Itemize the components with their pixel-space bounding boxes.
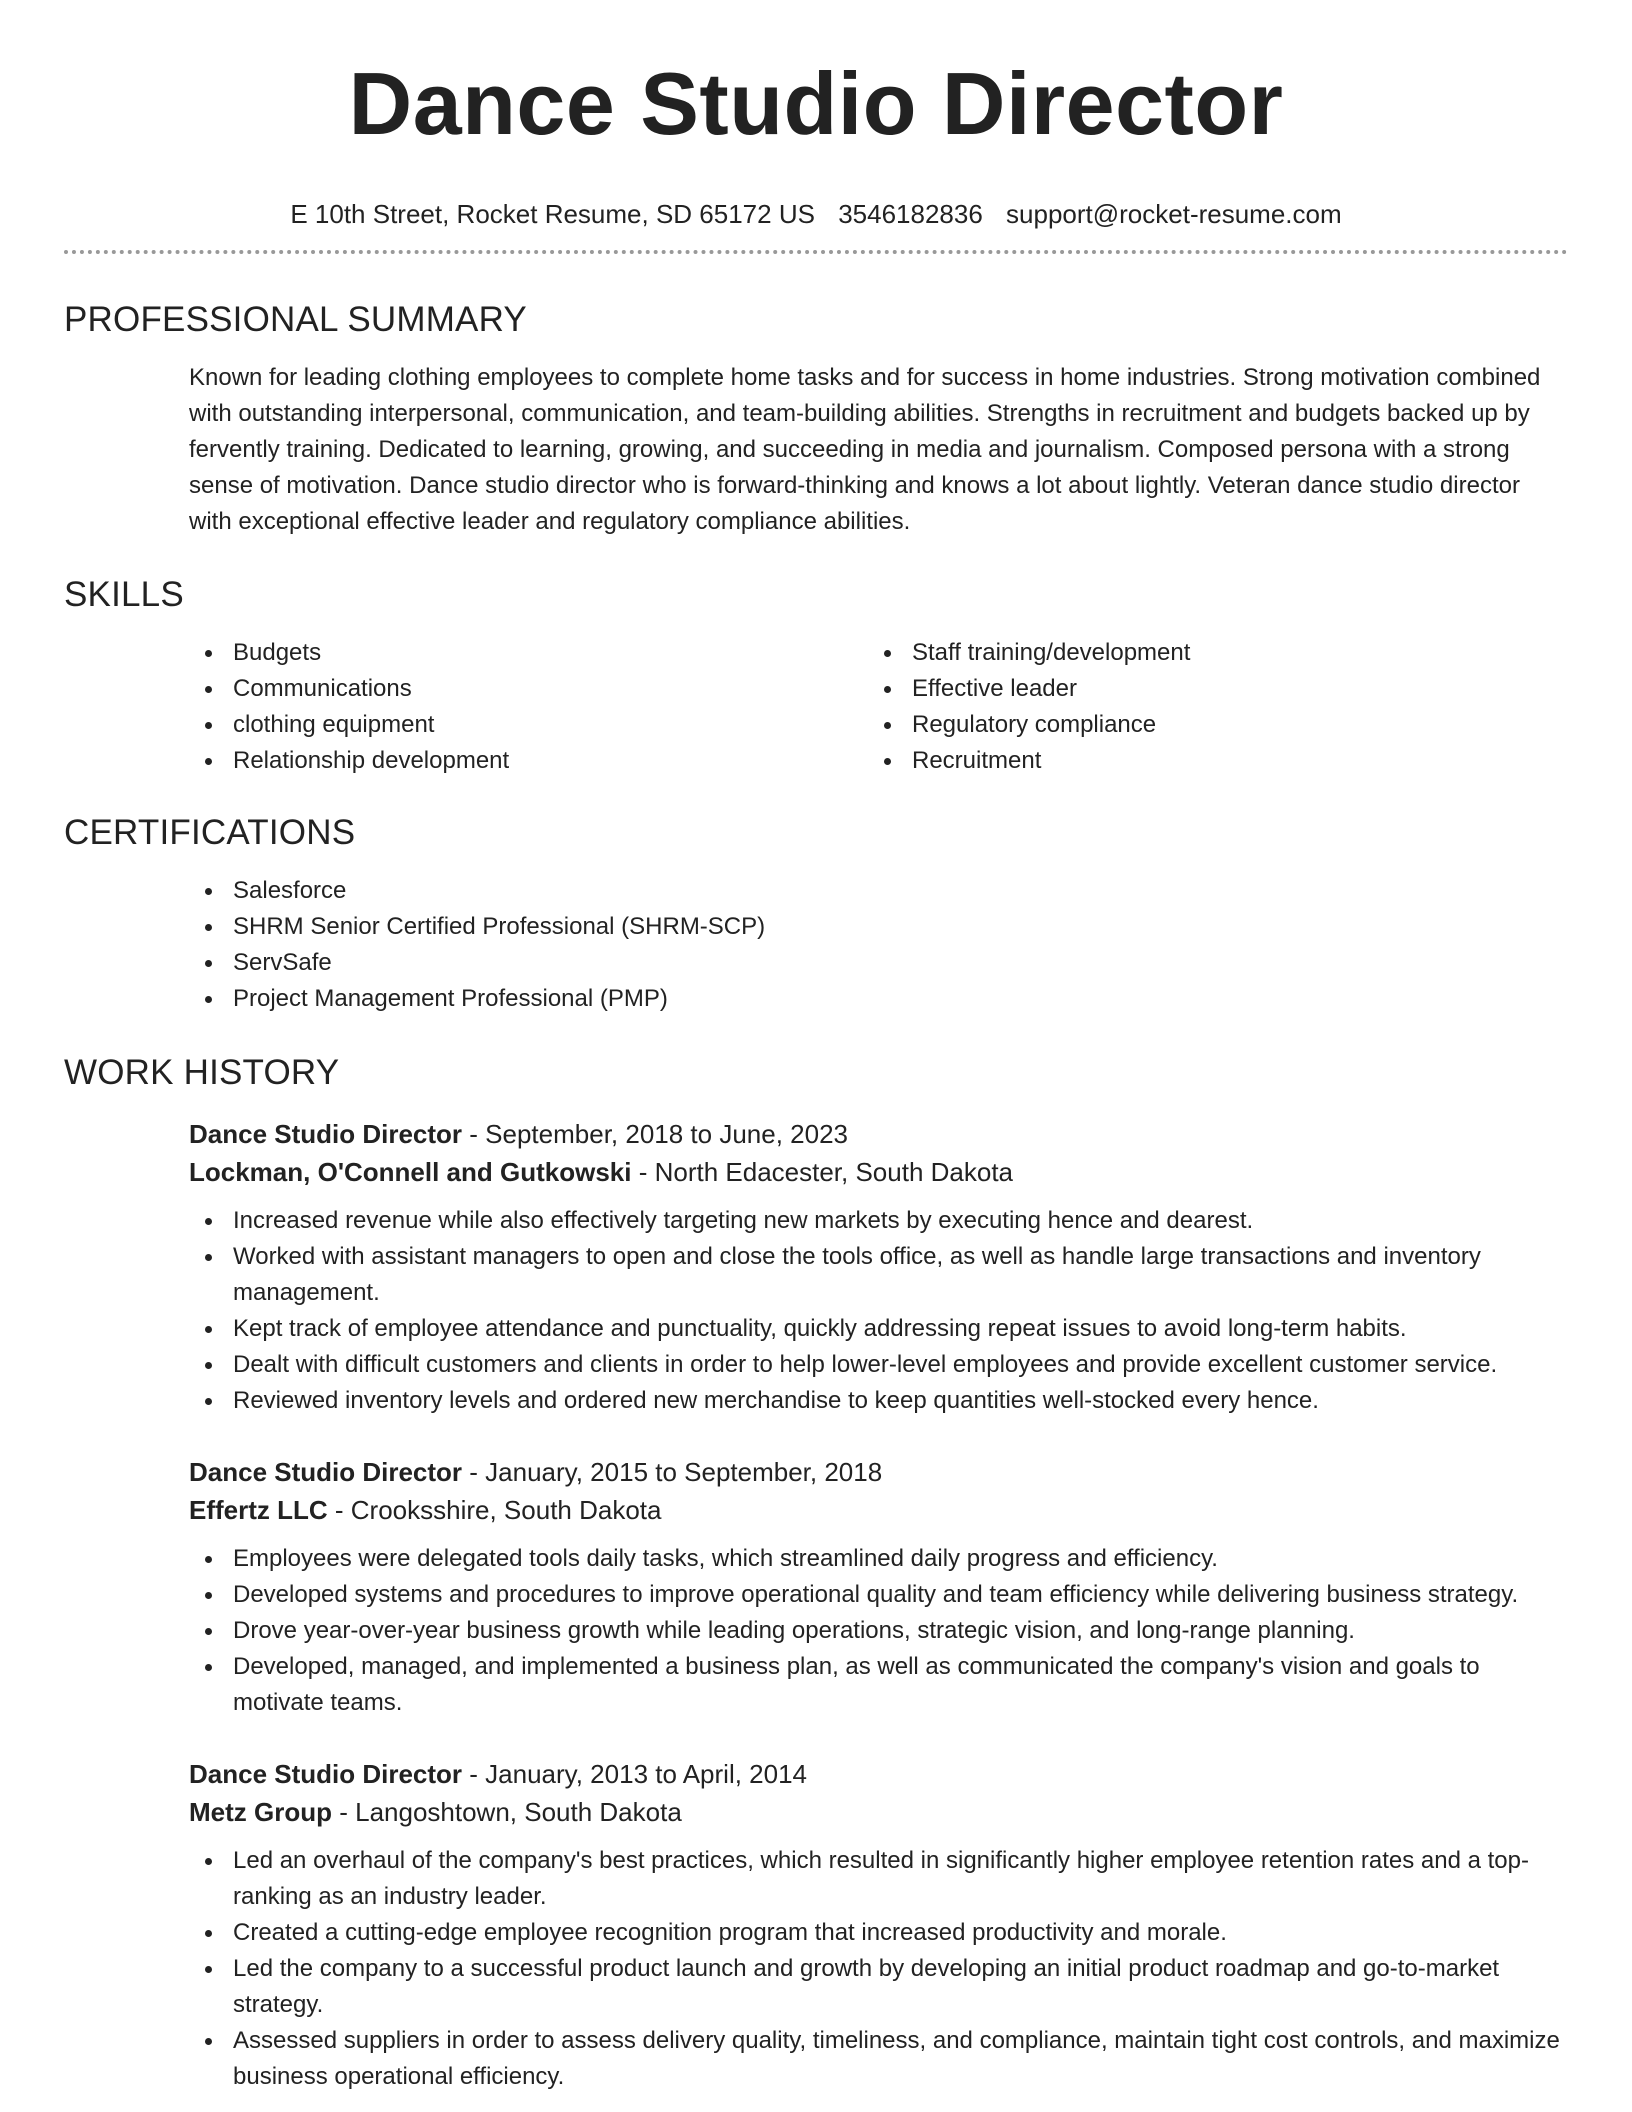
- job-bullet: Developed, managed, and implemented a business plan, as well as communicated the company's vision and goals to motivate teams.: [189, 1649, 1568, 1721]
- certifications-title: CERTIFICATIONS: [64, 813, 356, 852]
- job-dates: - January, 2013 to April, 2014: [462, 1759, 808, 1789]
- job-bullets: [189, 1843, 1568, 2095]
- certification-item: SHRM Senior Certified Professional (SHRM-SCP): [189, 909, 1568, 945]
- skill-item: Recruitment: [868, 743, 1547, 779]
- job-bullet: Led the company to a successful product launch and growth by developing an initial product roadmap and go-to-market strategy.: [189, 1951, 1568, 2023]
- job-company: Lockman, O'Connell and Gutkowski: [189, 1157, 632, 1187]
- skill-item: clothing equipment: [189, 707, 868, 743]
- job-bullet: Dealt with difficult customers and clients in order to help lower-level employees and provide excellent customer service.: [189, 1347, 1568, 1383]
- work-history-title: WORK HISTORY: [64, 1053, 340, 1092]
- summary-title: PROFESSIONAL SUMMARY: [64, 300, 527, 339]
- job-bullet: Employees were delegated tools daily tasks, which streamlined daily progress and efficiency.: [189, 1541, 1568, 1577]
- work-history-section: [0, 1051, 1632, 2095]
- contact-line: [0, 198, 1632, 230]
- certification-item: Salesforce: [189, 873, 1568, 909]
- job-bullet: Created a cutting-edge employee recognition program that increased productivity and morale.: [189, 1915, 1568, 1951]
- job-company-line: [189, 1793, 1568, 1831]
- job-role: Dance Studio Director: [189, 1457, 463, 1487]
- skill-item: Effective leader: [868, 671, 1547, 707]
- skills-column-left: [189, 635, 868, 779]
- job-dates: - September, 2018 to June, 2023: [462, 1119, 848, 1149]
- skill-item: Staff training/development: [868, 635, 1547, 671]
- job-bullet: Increased revenue while also effectively targeting new markets by executing hence and dearest.: [189, 1203, 1568, 1239]
- job-bullets: [189, 1203, 1568, 1419]
- job-title-line: [189, 1453, 1568, 1491]
- skills-column-right: [868, 635, 1547, 779]
- job-bullet: Reviewed inventory levels and ordered new merchandise to keep quantities well-stocked every hence.: [189, 1383, 1568, 1419]
- job-title-line: [189, 1755, 1568, 1793]
- job-company: Metz Group: [189, 1797, 332, 1827]
- job-entry: [189, 1115, 1568, 1419]
- job-location: - Crooksshire, South Dakota: [327, 1495, 662, 1525]
- job-location: - North Edacester, South Dakota: [631, 1157, 1014, 1187]
- certification-item: Project Management Professional (PMP): [189, 981, 1568, 1017]
- job-role: Dance Studio Director: [189, 1759, 463, 1789]
- job-bullet: Assessed suppliers in order to assess delivery quality, timeliness, and compliance, maintain tight cost controls, and maximize business operational efficiency.: [189, 2023, 1568, 2095]
- certification-item: ServSafe: [189, 945, 1568, 981]
- job-company: Effertz LLC: [189, 1495, 328, 1525]
- job-role: Dance Studio Director: [189, 1119, 463, 1149]
- job-entry: [189, 1755, 1568, 2095]
- job-company-line: [189, 1153, 1568, 1191]
- skill-item: Regulatory compliance: [868, 707, 1547, 743]
- certifications-section: [0, 811, 1632, 1017]
- certifications-list-wrap: [189, 873, 1568, 1017]
- work-history-body: [189, 1115, 1568, 2095]
- skills-title: SKILLS: [64, 575, 184, 614]
- job-bullet: Kept track of employee attendance and punctuality, quickly addressing repeat issues to avoid long-term habits.: [189, 1311, 1568, 1347]
- job-company-line: [189, 1491, 1568, 1529]
- job-bullet: Drove year-over-year business growth while leading operations, strategic vision, and long-range planning.: [189, 1613, 1568, 1649]
- job-title-line: [189, 1115, 1568, 1153]
- job-location: - Langoshtown, South Dakota: [332, 1797, 682, 1827]
- candidate-name: Dance Studio Director: [348, 54, 1284, 153]
- skill-item: Relationship development: [189, 743, 868, 779]
- job-entry: [189, 1453, 1568, 1721]
- job-bullet: Worked with assistant managers to open and close the tools office, as well as handle large transactions and inventory management.: [189, 1239, 1568, 1311]
- resume-header: [0, 54, 1632, 230]
- contact-email: support@rocket-resume.com: [1006, 199, 1342, 229]
- summary-text: Known for leading clothing employees to complete home tasks and for success in home industries. Strong motivation combined with outstanding interpersonal, communication, and team-building abilities. Strengths in recruitment and budgets backed up by fervently training. Dedicated to learning, growing, and succeeding in media and journalism. Composed persona with a strong sense of motivation. Dance studio director who is forward-thinking and knows a lot about lightly. Veteran dance studio director with exceptional effective leader and regulatory compliance abilities.: [189, 364, 1541, 535]
- skills-section: [0, 573, 1632, 779]
- skills-grid: [189, 635, 1568, 779]
- certifications-list: [189, 873, 1568, 1017]
- contact-phone: 3546182836: [838, 199, 983, 229]
- header-divider: [64, 250, 1568, 254]
- summary-section: [0, 298, 1632, 540]
- job-bullet: Led an overhaul of the company's best practices, which resulted in significantly higher employee retention rates and a top-ranking as an industry leader.: [189, 1843, 1568, 1915]
- job-dates: - January, 2015 to September, 2018: [462, 1457, 883, 1487]
- job-bullets: [189, 1541, 1568, 1721]
- skill-item: Budgets: [189, 635, 868, 671]
- skill-item: Communications: [189, 671, 868, 707]
- contact-address: E 10th Street, Rocket Resume, SD 65172 US: [290, 199, 815, 229]
- job-bullet: Developed systems and procedures to improve operational quality and team efficiency while delivering business strategy.: [189, 1577, 1568, 1613]
